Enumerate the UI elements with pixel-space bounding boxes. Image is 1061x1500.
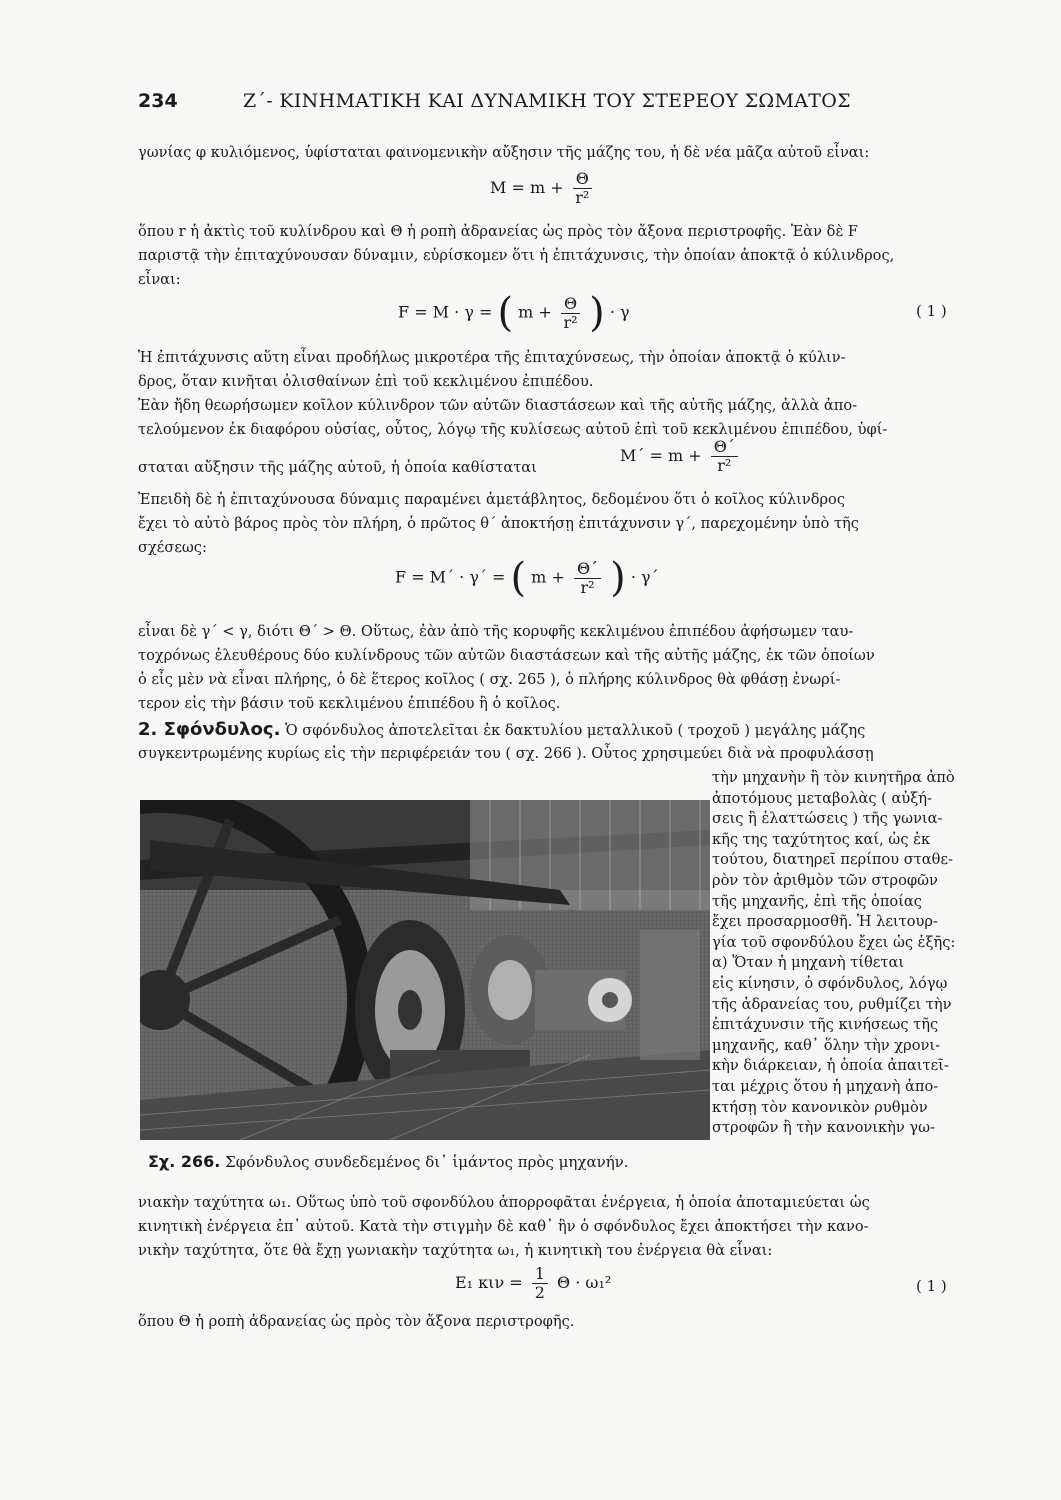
equation-number: ( 1 ): [916, 1277, 947, 1295]
text-line: εἶναι δὲ γ΄ < γ, διότι Θ΄ > Θ. Οὕτως, ἐὰν ἀπὸ τῆς κορυφῆς κεκλιμένου ἐπιπέδου ἀφήσωμεν ταυ-: [138, 623, 854, 640]
fraction: $\frac{\Theta}{\text{r²}}$: [573, 170, 592, 207]
column-line: μηχανῆς, καθ᾿ ὅλην τὴν χρονι-: [712, 1036, 941, 1054]
wrap-column: [712, 768, 960, 1139]
column-line: ἔχει προσαρμοσθῆ. Ἡ λειτουρ-: [712, 913, 938, 931]
text-line: νικὴν ταχύτητα, ὅτε θὰ ἔχῃ γωνιακὴν ταχύτητα ω₁, ἡ κινητικὴ του ἐνέργεια θὰ εἶναι:: [138, 1242, 773, 1259]
column-line: τὴν μηχανὴν ἢ τὸν κινητῆρα ἀπὸ: [712, 769, 955, 786]
text-line: σχέσεως:: [138, 539, 207, 556]
column-line: ρὸν τὸν ἀριθμὸν τῶν στροφῶν: [712, 871, 938, 889]
equation-number: ( 1 ): [916, 302, 947, 320]
section-title: 2. Σφόνδυλος.: [138, 719, 281, 740]
figure-caption: [148, 1152, 629, 1171]
text-line: νιακὴν ταχύτητα ω₁. Οὕτως ὑπὸ τοῦ σφονδύλου ἀπορροφᾶται ἐνέργεια, ἡ ὁποία ἀποταμιεύεται ὡς: [138, 1194, 870, 1211]
equation-mass: M = m + $\frac{\Theta}{\text{r²}}$: [490, 170, 596, 207]
column-line: ἐπιτάχυνσιν τῆς κινήσεως τῆς: [712, 1016, 939, 1034]
text-line: Ἐπειδὴ δὲ ἡ ἐπιταχύνουσα δύναμις παραμένει ἀμετάβλητος, δεδομένου ὅτι ὁ κοῖλος κύλινδρος: [138, 491, 846, 508]
column-line: σεις ἢ ἐλαττώσεις ) τῆς γωνια-: [712, 810, 943, 828]
column-line: ται μέχρις ὅτου ἡ μηχανὴ ἀπο-: [712, 1077, 939, 1095]
page-header: [138, 90, 928, 120]
column-line: ἀποτόμους μεταβολὰς ( αὐξή-: [712, 789, 932, 807]
figure-label: Σχ. 266.: [148, 1152, 221, 1171]
column-line: γία τοῦ σφονδύλου ἔχει ὡς ἑξῆς:: [712, 933, 956, 951]
text-line: τοχρόνως ἐλευθέρους δύο κυλίνδρους τῶν αὐτῶν διαστάσεων καὶ τῆς αὐτῆς μάζης, ἐκ τῶν ὁποίων: [138, 647, 875, 664]
caption-text: Σφόνδυλος συνδεδεμένος δι᾿ ἱμάντος πρὸς μηχανήν.: [225, 1153, 629, 1171]
column-line: τῆς ἀδρανείας του, ρυθμίζει τὴν: [712, 995, 952, 1013]
column-line: κῆς της ταχύτητος καί, ὡς ἐκ: [712, 830, 931, 848]
text-line: κινητικὴ ἐνέργεια ἐπ᾿ αὐτοῦ. Κατὰ τὴν στιγμὴν δὲ καθ᾿ ἣν ὁ σφόνδυλος ἔχει ἀποκτήσει τὴν κανο-: [138, 1218, 869, 1235]
section-heading-line: [138, 720, 958, 741]
column-line: κὴν διάρκειαν, ἡ ὁποία ἀπαιτεῖ-: [712, 1057, 949, 1075]
text-line: εἶναι:: [138, 271, 181, 288]
text-line: τερον εἰς τὴν βάσιν τοῦ κεκλιμένου ἐπιπέδου ἢ ὁ κοῖλος.: [138, 695, 561, 712]
text-line: σταται αὔξησιν τῆς μάζης αὐτοῦ, ἡ ὁποία καθίσταται: [138, 459, 537, 476]
text-line: ἔχει τὸ αὐτὸ βάρος πρὸς τὸν πλήρη, ὁ πρῶτος θ΄ ἀποκτήσῃ ἐπιτάχυνσιν γ΄, παρεχομένην ὑπὸ τῆς: [138, 515, 859, 532]
flywheel-photo: [140, 800, 710, 1140]
text-line: ὁ εἷς μὲν νὰ εἶναι πλήρης, ὁ δὲ ἕτερος κοῖλος ( σχ. 265 ), ὁ πλήρης κύλινδρος θὰ φθάσῃ ἐνωρί-: [138, 671, 841, 688]
text-line: συγκεντρωμένης κυρίως εἰς τὴν περιφέρειάν του ( σχ. 266 ). Οὗτος χρησιμεύει διὰ νὰ προφυλάσσῃ: [138, 745, 874, 762]
column-line: τούτου, διατηρεῖ περίπου σταθε-: [712, 851, 953, 869]
text-line: τελούμενον ἐκ διαφόρου οὐσίας, οὗτος, λόγῳ τῆς κυλίσεως αὐτοῦ ἐπὶ τοῦ κεκλιμένου ἐπιπέδου, ὑφί-: [138, 421, 888, 438]
equation-mass-hollow: M΄ = m + $\frac{\Theta΄}{\text{r²}}$: [620, 438, 742, 475]
equation-force-hollow: F = M΄ · γ΄ = ( m + $\frac{\Theta΄}{\text{r²}}$ ) · γ΄: [395, 555, 659, 601]
column-line: κτήσῃ τὸν κανονικὸν ρυθμὸν: [712, 1098, 928, 1116]
text-line: γωνίας φ κυλιόμενος, ὑφίσταται φαινομενικὴν αὔξησιν τῆς μάζης του, ἡ δὲ νέα μᾶζα αὐτοῦ εἶναι:: [138, 144, 870, 161]
text-line: ὅπου r ἡ ἀκτὶς τοῦ κυλίνδρου καὶ Θ ἡ ροπὴ ἀδρανείας ὡς πρὸς τὸν ἄξονα περιστροφῆς. Ἐὰν δὲ F: [138, 223, 859, 240]
text-line: Ἡ ἐπιτάχυνσις αὕτη εἶναι προδήλως μικροτέρα τῆς ἐπιταχύνσεως, τὴν ὁποίαν ἀποκτᾷ ὁ κύλιν-: [138, 349, 846, 366]
column-line: τῆς μηχανῆς, ἐπὶ τῆς ὁποίας: [712, 892, 922, 910]
text-run: Ὁ σφόνδυλος ἀποτελεῖται ἐκ δακτυλίου μεταλλικοῦ ( τροχοῦ ) μεγάλης μάζης: [285, 722, 866, 739]
page-number: 234: [138, 90, 178, 112]
text-line: Ἐὰν ἤδη θεωρήσωμεν κοῖλον κύλινδρον τῶν αὐτῶν διαστάσεων καὶ τῆς αὐτῆς μάζης, ἀλλὰ ἀπο-: [138, 397, 858, 414]
text-line: παριστᾷ τὴν ἐπιταχύνουσαν δύναμιν, εὑρίσκομεν ὅτι ἡ ἐπιτάχυνσις, τὴν ὁποίαν ἀποκτᾷ ὁ κύλινδρος,: [138, 247, 895, 264]
text-line: ὅπου Θ ἡ ροπὴ ἀδρανείας ὡς πρὸς τὸν ἄξονα περιστροφῆς.: [138, 1313, 575, 1330]
column-line: στροφῶν ἢ τὴν κανονικὴν γω-: [712, 1119, 935, 1137]
column-line: α) Ὅταν ἡ μηχανὴ τίθεται: [712, 954, 905, 972]
equation-kinetic-energy: E₁ κιν = $\frac{1}{2}$ Θ · ω₁²: [455, 1264, 612, 1302]
text-line: δρος, ὅταν κινῆται ὀλισθαίνων ἐπὶ τοῦ κεκλιμένου ἐπιπέδου.: [138, 373, 594, 390]
column-line: εἰς κίνησιν, ὁ σφόνδυλος, λόγῳ: [712, 974, 948, 992]
running-title: Ζ΄- ΚΙΝΗΜΑΤΙΚΗ ΚΑΙ ΔΥΝΑΜΙΚΗ ΤΟΥ ΣΤΕΡΕΟΥ ΣΩΜΑΤΟΣ: [243, 90, 851, 112]
equation-force: F = M · γ = ( m + $\frac{\Theta}{\text{r²}}$ ) · γ: [398, 290, 630, 336]
